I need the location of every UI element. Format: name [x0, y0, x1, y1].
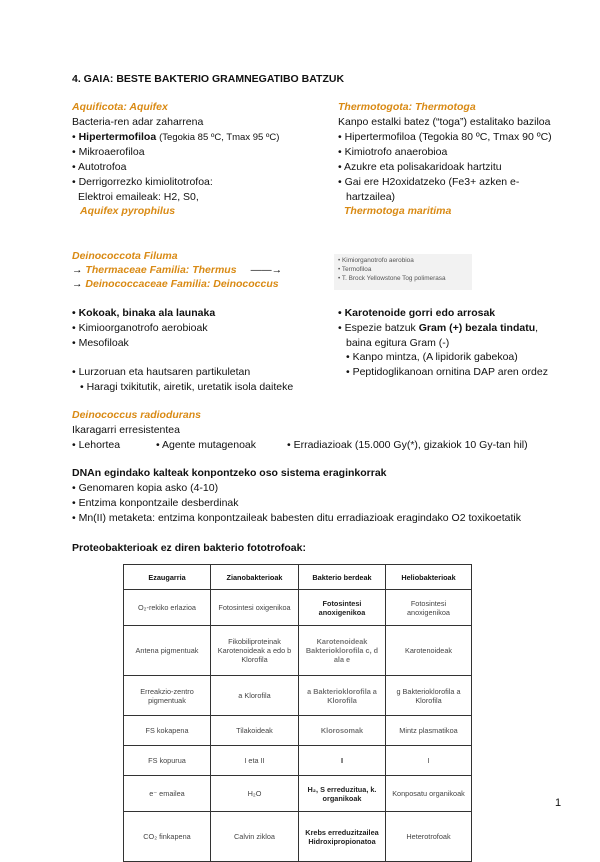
- table-cell: H₂, S erreduzitua, k. organikoak: [299, 776, 386, 812]
- table-row: [124, 716, 472, 746]
- table-cell: Karotenoideak Bakterioklorofila c, d ala e: [299, 626, 386, 676]
- table-cell: Konposatu organikoak: [386, 776, 472, 812]
- table-row: [124, 746, 472, 776]
- aquificota-line-2: • Mikroaerofiloa: [72, 146, 145, 158]
- thermotoga-species: Thermotoga maritima: [344, 205, 452, 217]
- table-cell: g Bakterioklorofila a Klorofila: [386, 676, 472, 716]
- deino-left-4: • Lurzoruan eta hautsaren partikuletan: [72, 366, 251, 378]
- note-line-1: • Kimiorganotrofo aerobioa: [338, 257, 414, 264]
- aquificota-line-1: Bacteria-ren adar zaharrena: [72, 116, 204, 128]
- note-line-2: • Termofiloa: [338, 266, 372, 273]
- thermus-note-box: [334, 254, 472, 290]
- thermaceae-line: → Thermaceae Familia: Thermus ——→: [72, 264, 283, 276]
- deino-left-2: • Kimioorganotrofo aerobioak: [72, 322, 208, 334]
- table-cell: I eta II: [211, 746, 299, 776]
- thermotogota-line-1: Kanpo estalki batez (“toga”) estalitako baziloa: [338, 116, 551, 128]
- radiodurans-subtitle: Ikaragarri erresistentea: [72, 424, 180, 436]
- deino-left-3: • Mesofiloak: [72, 337, 129, 349]
- thermotogota-line-2: • Hipertermofiloa (Tegokia 80 ºC, Tmax 90 ºC): [338, 131, 552, 143]
- table-cell: Krebs erreduzitzailea Hidroxipropionatoa: [299, 812, 386, 862]
- table-cell: Karotenoideak: [386, 626, 472, 676]
- deino-right-5: • Peptidoglikanoan ornitina DAP aren ordez: [346, 366, 548, 378]
- dna-title: DNAn egindako kalteak konpontzeko oso sistema eraginkorrak: [72, 467, 387, 479]
- table-cell: Fikobiliproteinak Karotenoideak a edo b Klorofila: [211, 626, 299, 676]
- thermotogota-title: Thermotogota: Thermotoga: [338, 101, 476, 113]
- thermotogota-line-4: • Azukre eta polisakaridoak hartzitu: [338, 161, 502, 173]
- table-cell: FS kopurua: [124, 746, 211, 776]
- thermotogota-line-3: • Kimiotrofo anaerobioa: [338, 146, 448, 158]
- table-cell: Mintz plasmatikoa: [386, 716, 472, 746]
- table-cell: Fotosintesi anoxigenikoa: [386, 590, 472, 626]
- table-cell: I: [299, 746, 386, 776]
- table-cell: CO₂ finkapena: [124, 812, 211, 862]
- table-cell: FS kokapena: [124, 716, 211, 746]
- table-header: Zianobakterioak: [211, 565, 299, 590]
- table-title: Proteobakterioak ez diren bakterio fototrofoak:: [72, 542, 306, 554]
- table-cell: Fotosintesi oxigenikoa: [211, 590, 299, 626]
- aquificota-line-5: Elektroi emaileak: H2, S0,: [78, 191, 199, 203]
- deinococcota-title: Deinococcota Filuma: [72, 250, 178, 262]
- deino-left-1: • Kokoak, binaka ala launaka: [72, 307, 216, 319]
- thermotogota-line-5: • Gai ere H2oxidatzeko (Fe3+ azken e-: [338, 176, 520, 188]
- deino-left-5: • Haragi txikitutik, airetik, uretatik isola daiteke: [80, 381, 294, 393]
- table-cell: Heterotrofoak: [386, 812, 472, 862]
- note-line-3: • T. Brock Yellowstone Tog polimerasa: [338, 275, 446, 282]
- table-row: [124, 776, 472, 812]
- table-row: [124, 676, 472, 716]
- radiodurans-title: Deinococcus radiodurans: [72, 409, 201, 421]
- aquificota-hyper: • Hipertermofiloa (Tegokia 85 ºC, Tmax 95 ºC): [72, 131, 280, 143]
- dna-item-2: • Entzima konpontzaile desberdinak: [72, 497, 239, 509]
- table-cell: e⁻ emailea: [124, 776, 211, 812]
- table-cell: a Klorofila: [211, 676, 299, 716]
- table-row: [124, 590, 472, 626]
- table-cell: Fotosintesi anoxigenikoa: [299, 590, 386, 626]
- page-number: 1: [555, 797, 562, 809]
- table-row: [124, 812, 472, 862]
- dna-item-3: • Mn(II) metaketa: entzima konpontzaileak babesten ditu erradiazioak eragindako O2 toxikoetatik: [72, 512, 522, 524]
- dna-item-1: • Genomaren kopia asko (4-10): [72, 482, 219, 494]
- table-cell: Tilakoideak: [211, 716, 299, 746]
- table-header: Bakterio berdeak: [299, 565, 386, 590]
- aquifex-species: Aquifex pyrophilus: [80, 205, 176, 217]
- table-header: Heliobakterioak: [386, 565, 472, 590]
- hyper-detail: (Tegokia 85 ºC, Tmax 95 ºC): [159, 132, 280, 143]
- aquificota-line-3: • Autotrofoa: [72, 161, 127, 173]
- table-cell: I: [386, 746, 472, 776]
- radiodurans-item-2: • Agente mutagenoak: [156, 439, 257, 451]
- radiodurans-item-3: • Erradiazioak (15.000 Gy(*), gizakiok 10 Gy-tan hil): [287, 439, 528, 451]
- deino-right-1: • Karotenoide gorri edo arrosak: [338, 307, 496, 319]
- radiodurans-item-1: • Lehortea: [72, 439, 121, 451]
- table-header: Ezaugarria: [124, 565, 211, 590]
- deino-right-2: • Espezie batzuk Gram (+) bezala tindatu,: [338, 322, 539, 334]
- phototroph-table: [123, 564, 472, 862]
- deinococcaceae-line: → Deinococcaceae Familia: Deinococcus: [72, 278, 279, 290]
- thermotogota-line-6: hartzailea): [346, 191, 396, 203]
- table-row: [124, 626, 472, 676]
- deino-right-4: • Kanpo mintza, (A lipidorik gabekoa): [346, 351, 518, 363]
- table-cell: a Bakterioklorofila a Klorofila: [299, 676, 386, 716]
- table-cell: H₂O: [211, 776, 299, 812]
- aquificota-line-4: • Derrigorrezko kimiolitotrofoa:: [72, 176, 213, 188]
- hyper-label: Hipertermofiloa: [78, 131, 157, 143]
- table-cell: Erreakzio-zentro pigmentuak: [124, 676, 211, 716]
- table-cell: Calvin zikloa: [211, 812, 299, 862]
- aquificota-title: Aquificota: Aquifex: [72, 101, 168, 113]
- table-cell: O₂-rekiko erlazioa: [124, 590, 211, 626]
- page-title: 4. GAIA: BESTE BAKTERIO GRAMNEGATIBO BATZUK: [72, 73, 345, 85]
- table-cell: Klorosomak: [299, 716, 386, 746]
- table-cell: Antena pigmentuak: [124, 626, 211, 676]
- table-header-row: [124, 565, 472, 590]
- deino-right-3: baina egitura Gram (-): [346, 337, 450, 349]
